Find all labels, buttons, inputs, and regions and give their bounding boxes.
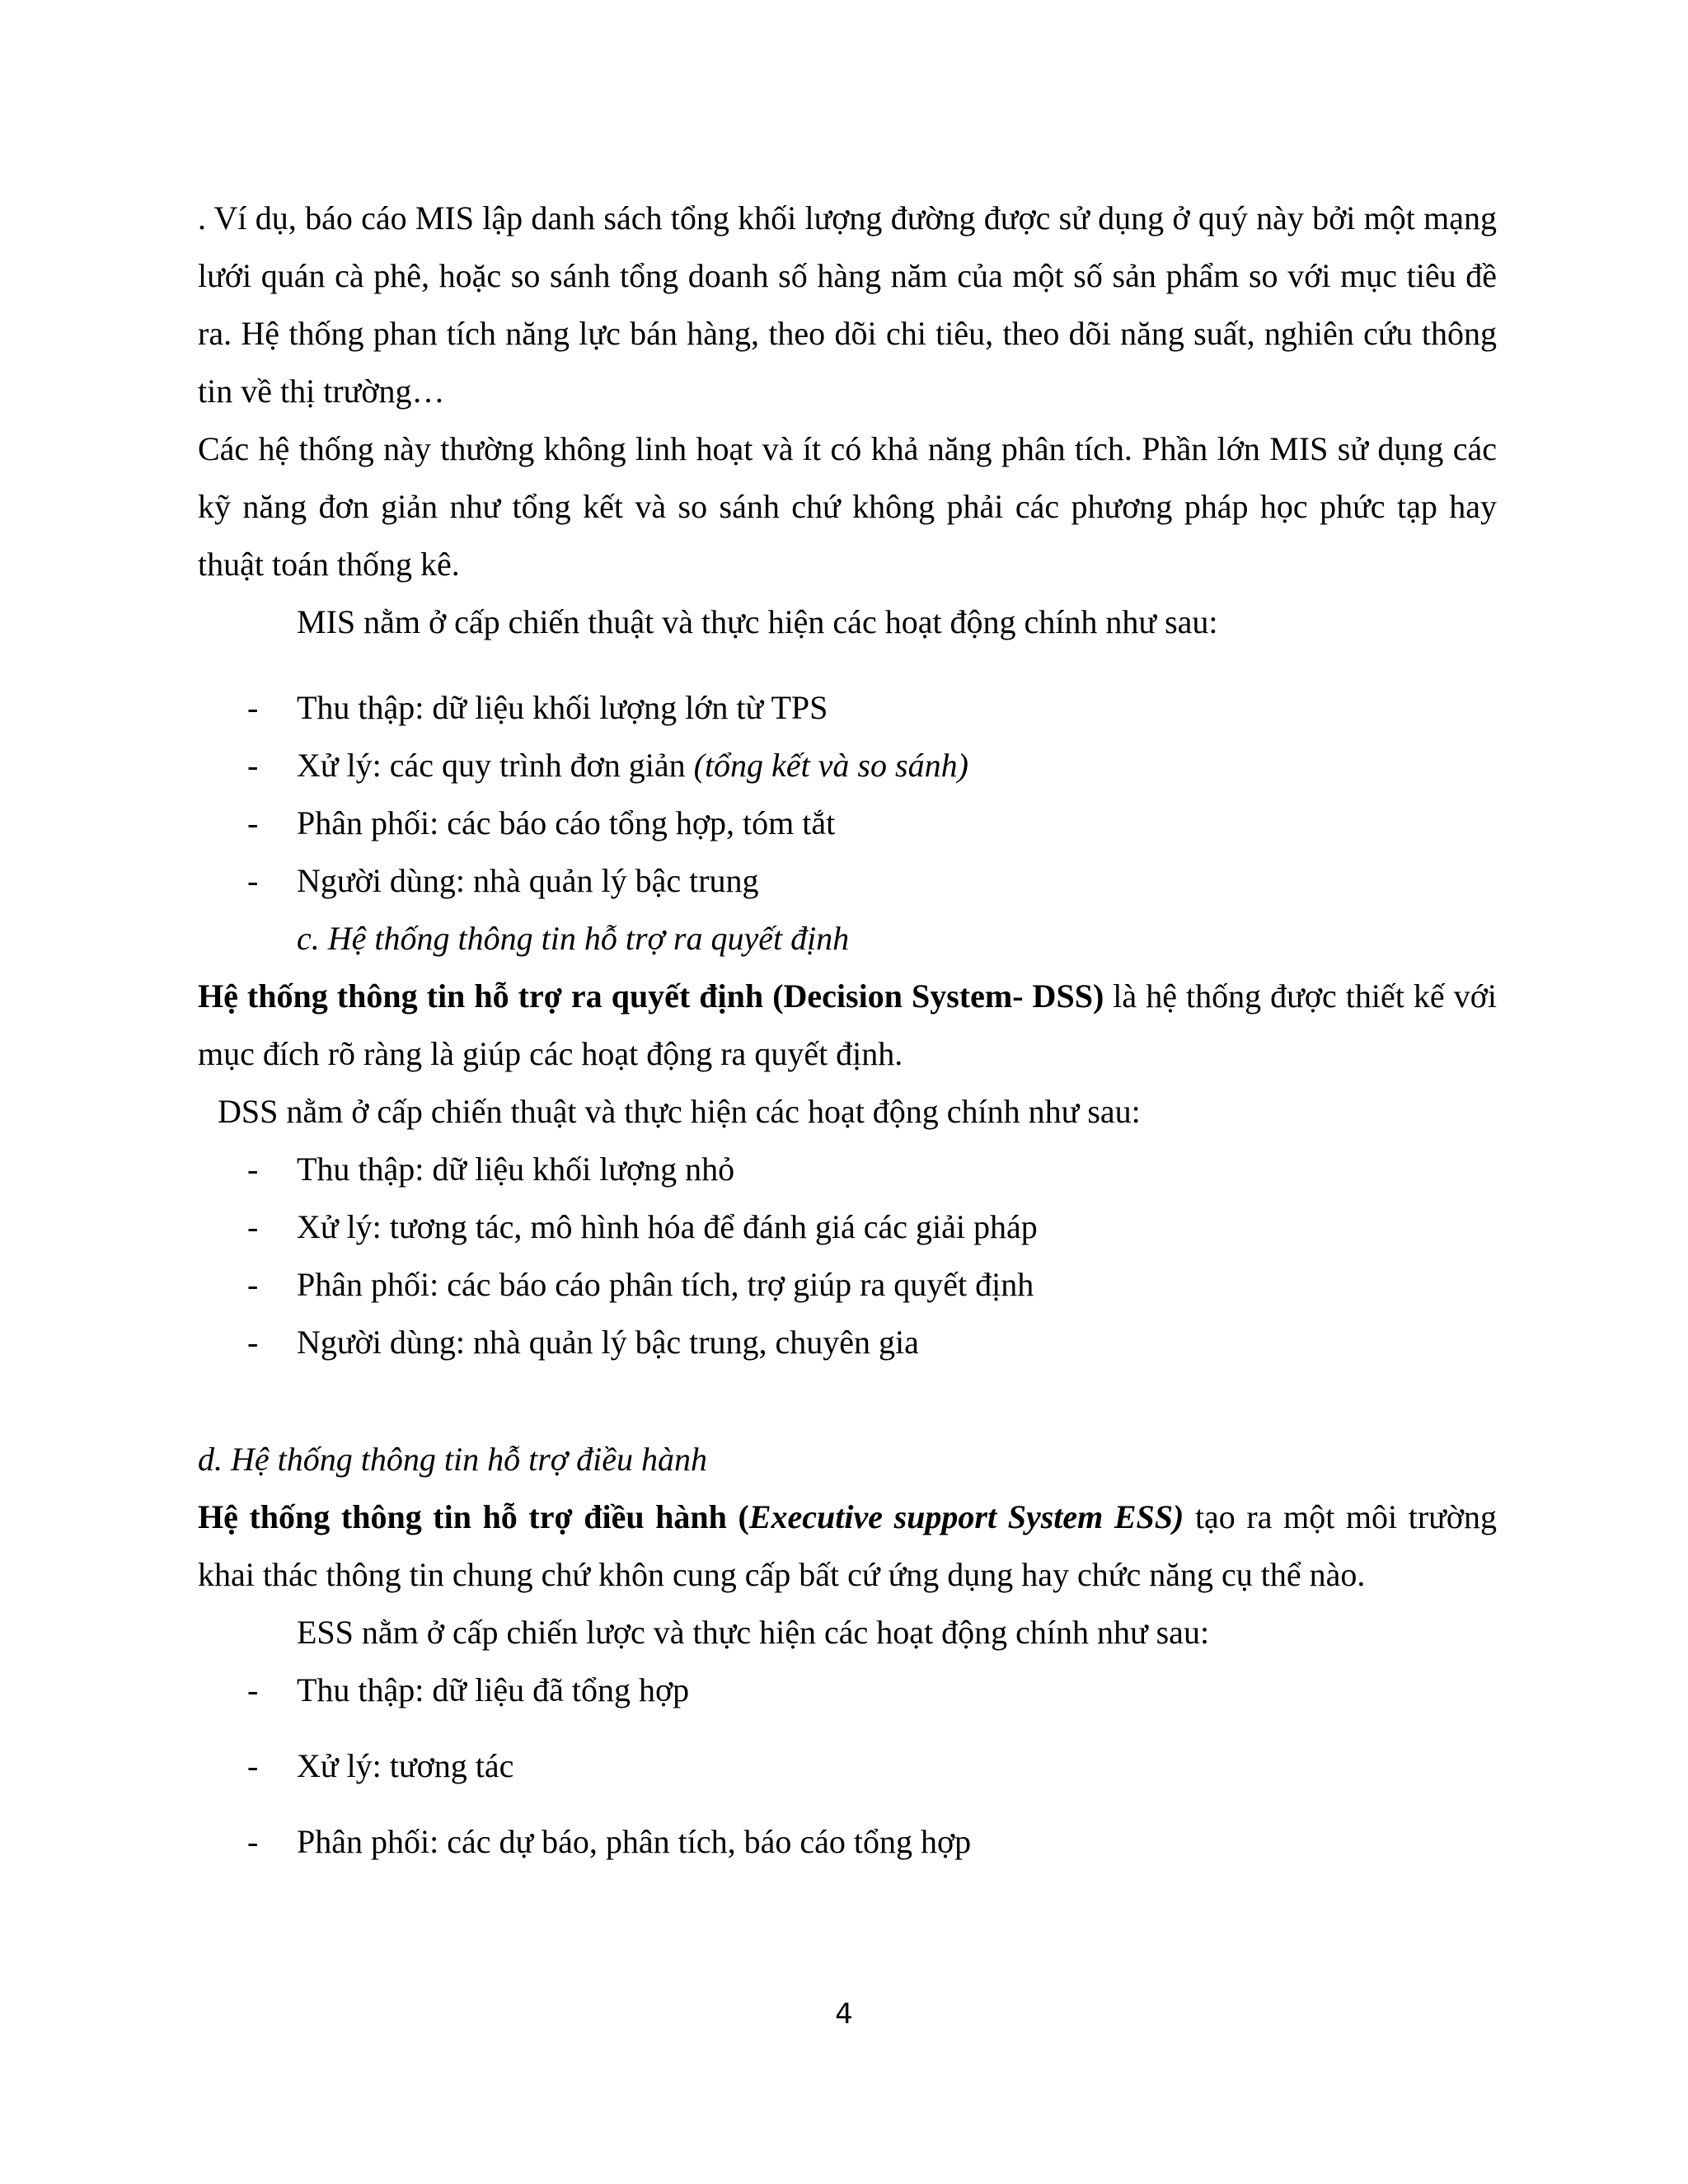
list-item: - Xử lý: các quy trình đơn giản (tổng kết và so sánh) [198,737,1497,794]
ess-term-english: Executive support System ESS) [748,1498,1184,1535]
list-item: - Người dùng: nhà quản lý bậc trung [198,852,1497,910]
list-dash: - [247,1823,259,1860]
ess-list [198,1661,1497,1871]
list-item: - Phân phối: các báo cáo tổng hợp, tóm tắt [198,794,1497,852]
list-dash: - [247,1747,259,1784]
list-item: - Thu thập: dữ liệu đã tổng hợp [198,1661,1497,1719]
paragraph-ess-definition: Hệ thống thông tin hỗ trợ điều hành (Executive support System ESS) tạo ra một môi trường khai thác thông tin chung chứ khôn cung cấp bất cứ ứng dụng hay chức năng cụ thể nào. [198,1498,1497,1593]
list-dash: - [247,1671,259,1708]
section-c-heading: c. Hệ thống thông tin hỗ trợ ra quyết định [297,920,850,957]
paragraph-dss-definition: Hệ thống thông tin hỗ trợ ra quyết định (Decision System- DSS) là hệ thống được thiết kế với mục đích rõ ràng là giúp các hoạt động ra quyết định. [198,977,1497,1072]
mis-intro: MIS nằm ở cấp chiến thuật và thực hiện các hoạt động chính như sau: [297,603,1218,640]
list-item: - Người dùng: nhà quản lý bậc trung, chuyên gia [198,1314,1497,1371]
list-dash: - [247,862,259,899]
ess-intro: ESS nằm ở cấp chiến lược và thực hiện các hoạt động chính như sau: [297,1614,1210,1651]
section-d-heading: d. Hệ thống thông tin hỗ trợ điều hành [198,1441,707,1478]
list-dash: - [247,747,259,784]
italic-note: (tổng kết và so sánh) [693,747,968,784]
ess-term: Hệ thống thông tin hỗ trợ điều hành ( [198,1498,749,1535]
paragraph-mis-limitations: Các hệ thống này thường không linh hoạt và ít có khả năng phân tích. Phần lớn MIS sử dụng các kỹ năng đơn giản như tổng kết và so sánh chứ không phải các phương pháp học phức tạp hay thuật toán thống kê. [198,430,1497,583]
list-dash: - [247,689,259,726]
list-item: - Thu thập: dữ liệu khối lượng lớn từ TPS [198,679,1497,737]
list-item: - Phân phối: các dự báo, phân tích, báo cáo tổng hợp [198,1813,1497,1871]
list-item: - Thu thập: dữ liệu khối lượng nhỏ [198,1141,1497,1198]
page-number: 4 [835,1998,853,2031]
list-dash: - [247,1208,259,1245]
mis-list [198,679,1497,910]
list-item: - Xử lý: tương tác, mô hình hóa để đánh giá các giải pháp [198,1198,1497,1256]
paragraph-mis-example: . Ví dụ, báo cáo MIS lập danh sách tổng khối lượng đường được sử dụng ở quý này bởi một mạng lưới quán cà phê, hoặc so sánh tổng doanh số hàng năm của một số sản phẩm so với mục tiêu đề ra. Hệ thống phan tích năng lực bán hàng, theo dõi chi tiêu, theo dõi năng suất, nghiên cứu thông tin về thị trường… [198,199,1497,410]
dss-intro: DSS nằm ở cấp chiến thuật và thực hiện các hoạt động chính như sau: [218,1093,1141,1130]
list-dash: - [247,1324,259,1361]
list-dash: - [247,1266,259,1303]
list-dash: - [247,1151,259,1188]
list-item: - Xử lý: tương tác [198,1737,1497,1795]
dss-list [198,1141,1497,1371]
list-dash: - [247,804,259,841]
page-content [198,190,1497,1871]
list-item: - Phân phối: các báo cáo phân tích, trợ giúp ra quyết định [198,1256,1497,1314]
dss-term: Hệ thống thông tin hỗ trợ ra quyết định (Decision System- DSS) [198,977,1104,1015]
